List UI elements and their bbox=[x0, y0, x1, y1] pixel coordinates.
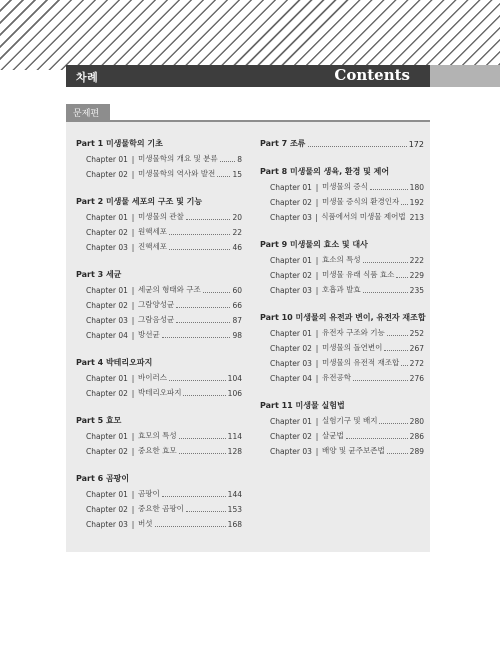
chapter-row bbox=[260, 342, 424, 353]
chapter-number: Chapter 02 bbox=[270, 198, 312, 207]
section-label: 문제편 bbox=[73, 109, 100, 119]
chapter-number: Chapter 03 bbox=[270, 359, 312, 368]
part-heading: Part 5 효모 bbox=[76, 416, 122, 425]
title-korean: 차례 bbox=[76, 71, 99, 84]
chapter-row bbox=[260, 327, 424, 338]
chapter-page: 114 bbox=[227, 432, 242, 441]
dot-leader bbox=[396, 277, 407, 278]
chapter-title: 호흡과 발효 bbox=[322, 285, 361, 294]
part-block bbox=[76, 196, 242, 252]
chapter-number: Chapter 01 bbox=[270, 256, 312, 265]
chapter-page: 180 bbox=[409, 183, 424, 192]
chapter-title: 미생물 유래 식품 효소 bbox=[322, 270, 395, 279]
chapter-number: Chapter 03 bbox=[270, 213, 312, 222]
chapter-separator: | bbox=[315, 271, 319, 280]
title-bar-accent bbox=[430, 65, 500, 87]
chapter-row bbox=[260, 372, 424, 383]
chapter-row bbox=[260, 254, 424, 265]
chapter-page: 15 bbox=[232, 170, 242, 179]
chapter-title: 세균의 형태와 구조 bbox=[138, 285, 201, 294]
chapter-row bbox=[76, 503, 242, 514]
chapter-separator: | bbox=[315, 286, 319, 295]
chapter-separator: | bbox=[131, 331, 135, 340]
chapter-title: 미생물의 증식 bbox=[322, 182, 368, 191]
toc-panel bbox=[66, 120, 430, 552]
part-heading: Part 8 미생물의 생육, 환경 및 제어 bbox=[260, 167, 390, 176]
chapter-title: 박테리오파지 bbox=[138, 388, 182, 397]
chapter-separator: | bbox=[315, 256, 319, 265]
dot-leader bbox=[186, 511, 226, 512]
chapter-row bbox=[76, 226, 242, 237]
chapter-row bbox=[76, 211, 242, 222]
chapter-page: 8 bbox=[237, 155, 242, 164]
dot-leader bbox=[308, 146, 406, 147]
chapter-title: 미생물학의 개요 및 분류 bbox=[138, 154, 218, 163]
chapter-separator: | bbox=[131, 374, 135, 383]
contents-title-bar bbox=[66, 65, 430, 87]
chapter-page: 104 bbox=[227, 374, 242, 383]
chapter-number: Chapter 01 bbox=[86, 432, 128, 441]
dot-leader bbox=[401, 204, 407, 205]
chapter-separator: | bbox=[315, 344, 319, 353]
dot-leader bbox=[176, 322, 230, 323]
dot-leader bbox=[169, 234, 230, 235]
diagonal-stripe-banner bbox=[0, 0, 500, 70]
dot-leader bbox=[401, 365, 407, 366]
chapter-page: 235 bbox=[409, 286, 424, 295]
chapter-number: Chapter 02 bbox=[86, 447, 128, 456]
chapter-page: 144 bbox=[227, 490, 242, 499]
chapter-row bbox=[260, 211, 424, 222]
chapter-row bbox=[76, 372, 242, 383]
chapter-row bbox=[76, 430, 242, 441]
dot-leader bbox=[186, 219, 231, 220]
chapter-row bbox=[76, 284, 242, 295]
dot-leader bbox=[183, 395, 225, 396]
chapter-separator: | bbox=[131, 316, 135, 325]
part-heading bbox=[260, 138, 424, 149]
chapter-number: Chapter 03 bbox=[86, 316, 128, 325]
chapter-separator: | bbox=[131, 389, 135, 398]
chapter-title: 식품에서의 미생물 제어법 bbox=[321, 212, 406, 221]
chapter-number: Chapter 01 bbox=[270, 183, 312, 192]
chapter-row bbox=[260, 430, 424, 441]
chapter-row bbox=[260, 181, 424, 192]
chapter-page: 128 bbox=[227, 447, 242, 456]
chapter-row bbox=[76, 314, 242, 325]
chapter-title: 효소의 특성 bbox=[322, 255, 361, 264]
chapter-row bbox=[260, 196, 424, 207]
chapter-page: 106 bbox=[227, 389, 242, 398]
chapter-title: 미생물학의 역사와 발전 bbox=[138, 169, 216, 178]
chapter-page: 98 bbox=[232, 331, 242, 340]
chapter-page: 46 bbox=[232, 243, 242, 252]
chapter-page: 252 bbox=[409, 329, 424, 338]
chapter-page: 276 bbox=[409, 374, 424, 383]
chapter-page: 222 bbox=[409, 256, 424, 265]
chapter-page: 286 bbox=[409, 432, 424, 441]
chapter-number: Chapter 02 bbox=[270, 271, 312, 280]
dot-leader bbox=[203, 292, 231, 293]
chapter-page: 272 bbox=[409, 359, 424, 368]
part-block bbox=[76, 415, 242, 456]
chapter-number: Chapter 03 bbox=[86, 520, 128, 529]
chapter-number: Chapter 01 bbox=[86, 155, 128, 164]
dot-leader bbox=[370, 189, 408, 190]
chapter-separator: | bbox=[315, 417, 319, 426]
dot-leader bbox=[363, 262, 408, 263]
part-block bbox=[76, 473, 242, 529]
chapter-page: 168 bbox=[227, 520, 242, 529]
chapter-separator: | bbox=[315, 213, 318, 222]
chapter-row bbox=[260, 269, 424, 280]
dot-leader bbox=[155, 526, 226, 527]
part-page: 172 bbox=[408, 140, 424, 149]
chapter-title: 그람양성균 bbox=[138, 300, 175, 309]
part-heading: Part 9 미생물의 효소 및 대사 bbox=[260, 240, 368, 249]
chapter-separator: | bbox=[131, 243, 135, 252]
dot-leader bbox=[346, 438, 408, 439]
chapter-number: Chapter 01 bbox=[270, 417, 312, 426]
part-heading: Part 1 미생물학의 기초 bbox=[76, 139, 163, 148]
chapter-page: 153 bbox=[227, 505, 242, 514]
chapter-title: 곰팡이 bbox=[138, 489, 160, 498]
part-block bbox=[76, 357, 242, 398]
chapter-number: Chapter 02 bbox=[86, 389, 128, 398]
chapter-page: 229 bbox=[409, 271, 424, 280]
chapter-row bbox=[260, 415, 424, 426]
chapter-page: 267 bbox=[409, 344, 424, 353]
chapter-title: 미생물 증식의 환경인자 bbox=[322, 197, 400, 206]
chapter-title: 원핵세포 bbox=[138, 227, 167, 236]
part-title: Part 7 조류 bbox=[260, 139, 306, 148]
title-english: Contents bbox=[334, 66, 410, 84]
chapter-title: 살균법 bbox=[322, 431, 344, 440]
part-block bbox=[76, 138, 242, 179]
chapter-page: 213 bbox=[409, 213, 424, 222]
chapter-separator: | bbox=[131, 520, 135, 529]
chapter-number: Chapter 03 bbox=[86, 243, 128, 252]
chapter-separator: | bbox=[315, 447, 319, 456]
chapter-title: 유전자 구조와 기능 bbox=[322, 328, 385, 337]
chapter-row bbox=[76, 387, 242, 398]
chapter-number: Chapter 01 bbox=[270, 329, 312, 338]
part-heading: Part 6 곰팡이 bbox=[76, 474, 130, 483]
chapter-separator: | bbox=[315, 359, 319, 368]
chapter-number: Chapter 01 bbox=[86, 374, 128, 383]
part-heading: Part 2 미생물 세포의 구조 및 기능 bbox=[76, 197, 203, 206]
chapter-separator: | bbox=[131, 155, 135, 164]
chapter-row bbox=[76, 299, 242, 310]
chapter-number: Chapter 01 bbox=[86, 286, 128, 295]
chapter-row bbox=[260, 284, 424, 295]
chapter-page: 66 bbox=[232, 301, 242, 310]
chapter-separator: | bbox=[131, 286, 135, 295]
chapter-row bbox=[76, 488, 242, 499]
chapter-number: Chapter 04 bbox=[86, 331, 128, 340]
part-block bbox=[76, 269, 242, 340]
chapter-title: 미생물의 유전적 재조합 bbox=[322, 358, 400, 367]
chapter-page: 22 bbox=[232, 228, 242, 237]
chapter-title: 중요한 효모 bbox=[138, 446, 177, 455]
chapter-title: 미생물의 돌연변이 bbox=[322, 343, 383, 352]
chapter-row bbox=[76, 445, 242, 456]
chapter-number: Chapter 02 bbox=[86, 505, 128, 514]
chapter-separator: | bbox=[131, 213, 135, 222]
dot-leader bbox=[176, 307, 230, 308]
chapter-row bbox=[260, 445, 424, 456]
dot-leader bbox=[384, 350, 407, 351]
chapter-page: 20 bbox=[232, 213, 242, 222]
chapter-page: 192 bbox=[409, 198, 424, 207]
part-heading: Part 10 미생물의 유전과 변이, 유전자 재조합 bbox=[260, 313, 426, 322]
chapter-number: Chapter 02 bbox=[86, 170, 128, 179]
chapter-title: 미생물의 관찰 bbox=[138, 212, 184, 221]
toc-right-column bbox=[260, 138, 424, 456]
chapter-separator: | bbox=[315, 432, 319, 441]
dot-leader bbox=[220, 161, 236, 162]
chapter-separator: | bbox=[315, 198, 319, 207]
chapter-number: Chapter 03 bbox=[270, 286, 312, 295]
part-block bbox=[260, 239, 424, 295]
chapter-title: 효모의 특성 bbox=[138, 431, 177, 440]
part-block bbox=[260, 400, 424, 456]
chapter-row bbox=[76, 518, 242, 529]
dot-leader bbox=[162, 337, 231, 338]
part-block bbox=[260, 138, 424, 149]
dot-leader bbox=[179, 438, 226, 439]
chapter-number: Chapter 02 bbox=[86, 228, 128, 237]
chapter-title: 버섯 bbox=[138, 519, 153, 528]
chapter-number: Chapter 02 bbox=[270, 344, 312, 353]
dot-leader bbox=[217, 176, 230, 177]
part-block bbox=[260, 166, 424, 222]
chapter-title: 실험기구 및 배지 bbox=[322, 416, 378, 425]
chapter-separator: | bbox=[315, 329, 319, 338]
dot-leader bbox=[353, 380, 408, 381]
chapter-separator: | bbox=[315, 183, 319, 192]
chapter-title: 바이러스 bbox=[138, 373, 167, 382]
chapter-page: 60 bbox=[232, 286, 242, 295]
dot-leader bbox=[169, 380, 226, 381]
chapter-page: 289 bbox=[409, 447, 424, 456]
chapter-separator: | bbox=[315, 374, 319, 383]
chapter-row bbox=[76, 168, 242, 179]
chapter-title: 그람음성균 bbox=[138, 315, 175, 324]
chapter-separator: | bbox=[131, 432, 135, 441]
chapter-row bbox=[76, 241, 242, 252]
dot-leader bbox=[387, 453, 408, 454]
chapter-title: 중요한 곰팡이 bbox=[138, 504, 184, 513]
section-tab bbox=[66, 104, 110, 120]
chapter-number: Chapter 03 bbox=[270, 447, 312, 456]
chapter-row bbox=[76, 329, 242, 340]
dot-leader bbox=[162, 496, 226, 497]
chapter-title: 진핵세포 bbox=[138, 242, 167, 251]
chapter-separator: | bbox=[131, 228, 135, 237]
chapter-separator: | bbox=[131, 490, 135, 499]
chapter-number: Chapter 01 bbox=[86, 213, 128, 222]
chapter-number: Chapter 01 bbox=[86, 490, 128, 499]
chapter-row bbox=[260, 357, 424, 368]
chapter-number: Chapter 02 bbox=[86, 301, 128, 310]
chapter-separator: | bbox=[131, 447, 135, 456]
dot-leader bbox=[379, 423, 407, 424]
part-heading: Part 3 세균 bbox=[76, 270, 122, 279]
chapter-title: 유전공학 bbox=[322, 373, 351, 382]
chapter-page: 87 bbox=[232, 316, 242, 325]
chapter-row bbox=[76, 153, 242, 164]
chapter-page: 280 bbox=[409, 417, 424, 426]
chapter-separator: | bbox=[131, 505, 135, 514]
chapter-separator: | bbox=[131, 170, 135, 179]
part-block bbox=[260, 312, 424, 383]
dot-leader bbox=[179, 453, 226, 454]
chapter-separator: | bbox=[131, 301, 135, 310]
part-heading: Part 11 미생물 실험법 bbox=[260, 401, 345, 410]
chapter-title: 배양 및 균주보존법 bbox=[322, 446, 385, 455]
dot-leader bbox=[363, 292, 408, 293]
chapter-number: Chapter 04 bbox=[270, 374, 312, 383]
toc-left-column bbox=[76, 138, 242, 529]
chapter-number: Chapter 02 bbox=[270, 432, 312, 441]
dot-leader bbox=[387, 335, 408, 336]
chapter-title: 방선균 bbox=[138, 330, 160, 339]
part-heading: Part 4 박테리오파지 bbox=[76, 358, 153, 367]
dot-leader bbox=[169, 249, 230, 250]
